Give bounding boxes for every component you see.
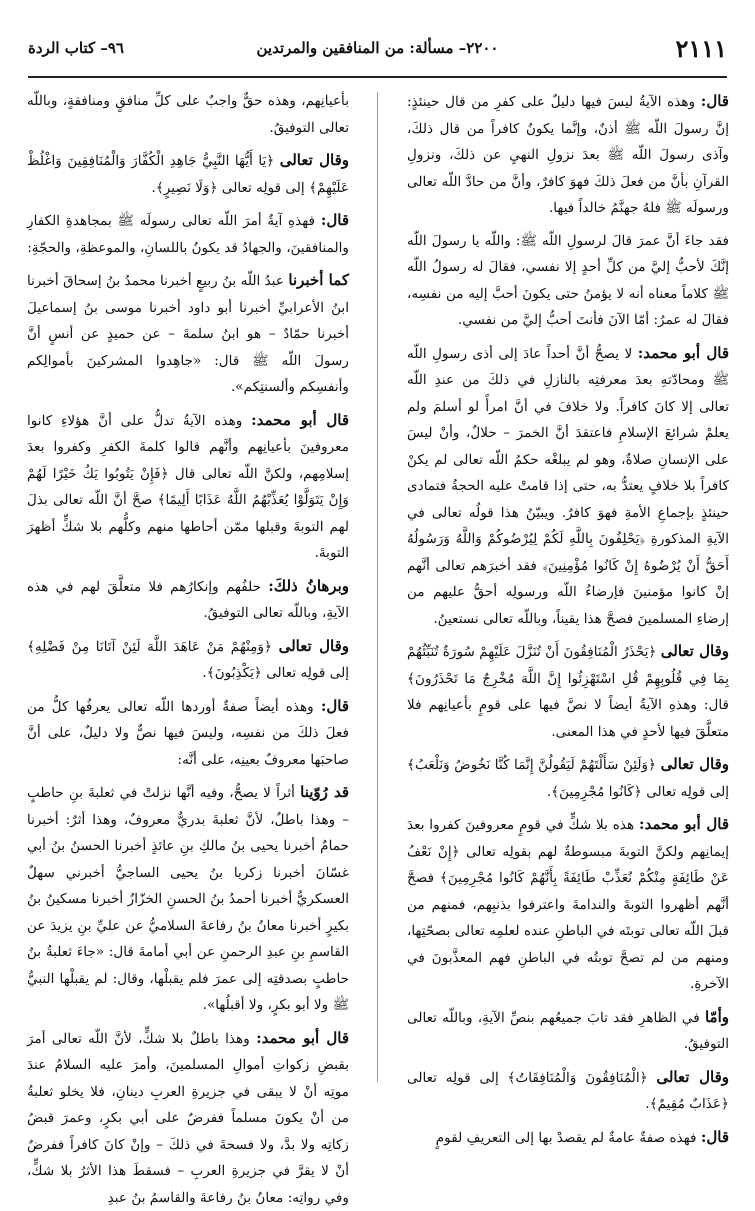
paragraph xyxy=(27,267,349,401)
paragraph-lead: وقال تعالى xyxy=(661,642,729,660)
paragraph-text: حلفُهم وإنكارُهم فلا متعلَّقَ لهم في هذه الآيةِ، وباللّه تعالى التوفيقُ. xyxy=(27,579,349,622)
paragraph xyxy=(27,147,349,201)
paragraph-text: بأعيانِهم، وهذه حقٌّ واجبٌ على كلِّ منافقٍ ومنافقةٍ، وباللّه تعالى التوفيقُ. xyxy=(27,93,349,136)
paragraph-lead: كما أخبرنا xyxy=(288,271,349,289)
paragraph-lead: قد رُوّينا xyxy=(300,783,349,801)
right-column xyxy=(407,88,729,1088)
paragraph-text: وهذه الآيةُ تدلُّ على أنَّ هؤلاءِ كانوا معروفينَ بأعيانِهم وأنَّهم قالوا كلمةَ الكفرِ وكفروا بعدَ إسلامِهم، ولكنَّ اللّه تعالى قال ﴿فَإِنْ يَتُوبُوا يَكُ خَيْرًا لَهُمْ وَإِنْ يَتَوَلَّوْا يُعَذِّبْهُمُ اللَّهُ عَذَابًا أَلِيمًا﴾ صحَّ أنَّ اللّه تعالى بذلَ لهم التوبةَ وقبلها ممّن أحاطها منهم وكلُّهم بلا شكٍّ أظهرَ التوبةَ. xyxy=(27,413,349,562)
paragraph-lead: وقال تعالى xyxy=(661,755,729,773)
paragraph-lead: وقال تعالى xyxy=(656,1068,729,1086)
paragraph-text: وهذا باطلٌ بلا شكٍّ، لأنَّ اللّه تعالى أمرَ بقبضِ زكواتِ أموالِ المسلمينَ، وأمرَ عليه السلامُ عندَ موتِه أنْ لا يبقى في جزيرةِ العربِ دينانِ، فلا يخلو ثعلبةُ من أنْ يكونَ مسلماً ففرضٌ على أبي بكرٍ، وعمرَ قبضُ زكاتِه ولا بدَّ، ولا فسحةَ في ذلكَ – وإنْ كانَ كافراً ففرضٌ أنْ لا يقرَّ في جزيرةِ العربِ – فسقطَ هذا الأثرُ بلا شكٍّ، وفي رواتِه: معانُ بنُ رفاعةَ والقاسمُ بنُ عبدِ xyxy=(27,1031,349,1206)
paragraph xyxy=(27,779,349,1019)
paragraph xyxy=(407,88,729,222)
paragraph-lead: قال: xyxy=(701,1128,729,1146)
paragraph-lead: وبرهانُ ذلكَ: xyxy=(268,577,349,595)
paragraph-text: ﴿وَلَئِنْ سَأَلْتَهُمْ لَيَقُولُنَّ إِنَّمَا كُنَّا نَخُوضُ وَنَلْعَبُ﴾ إلى قولِه تعالى ﴿كَانُوا مُجْرِمِينَ﴾. xyxy=(407,757,729,800)
paragraph-lead: وقال تعالى xyxy=(279,637,349,655)
paragraph-text: ﴿وَمِنْهُمْ مَنْ عَاهَدَ اللَّهَ لَئِنْ آتَانَا مِنْ فَضْلِهِ﴾ إلى قولِه تعالى ﴿يَكْذِبُونَ﴾. xyxy=(27,639,349,682)
paragraph xyxy=(27,207,349,261)
paragraph xyxy=(27,693,349,774)
paragraph-lead: قال: xyxy=(321,697,349,715)
paragraph-text: فهذهِ آيةٌ أمرَ اللّه تعالى رسولَه ﷺ بمجاهدةِ الكفارِ والمنافقينَ، والجهادُ قد يكونُ باللسانِ، والموعظةِ، والحجّةِ: xyxy=(27,213,349,256)
paragraph xyxy=(407,1064,729,1118)
running-title: ٢٢٠٠– مسألة: من المنافقين والمرتدين xyxy=(28,39,727,57)
paragraph-text: ﴿يَحْذَرُ الْمُنَافِقُونَ أَنْ تُنَزَّلَ عَلَيْهِمْ سُورَةٌ تُنَبِّئُهُمْ بِمَا فِي قُلُوبِهِمْ قُلِ اسْتَهْزِئُوا إِنَّ اللَّهَ مُخْرِجٌ مَا تَحْذَرُونَ﴾ قال: وهذهِ الآيةُ أيضاً لا نصَّ فيها على قومٍ بأعيانِهم فلا متعلَّقَ فيها لأحدٍ في هذا المعنى. xyxy=(407,644,729,740)
paragraph-lead: وأمّا xyxy=(705,1008,729,1026)
paragraph-text: ﴿الْمُنَافِقُونَ وَالْمُنَافِقَاتُ﴾ إلى قولِه تعالى ﴿عَذَابٌ مُقِيمٌ﴾. xyxy=(407,1070,729,1113)
paragraph-lead: قال أبو محمد: xyxy=(251,411,349,429)
paragraph xyxy=(407,1004,729,1058)
paragraph-lead: قال: xyxy=(321,211,349,229)
paragraph xyxy=(27,573,349,627)
paragraph xyxy=(27,1025,349,1211)
paragraph-lead: وقال تعالى xyxy=(280,151,349,169)
paragraph-lead: قال أبو محمد: xyxy=(638,344,729,362)
paragraph-lead: قال أبو محمد: xyxy=(639,815,729,833)
page-header xyxy=(28,30,727,78)
paragraph xyxy=(407,751,729,805)
paragraph-text: وهذه أيضاً صفةٌ أوردها اللّه تعالى يعرفُها كلُّ من فعلَ ذلكَ من نفسِه، وليسَ فيها نصٌّ ولا دليلٌ، على أنَّ صاحبَها معروفٌ بعينِه، على أنَّه: xyxy=(27,699,349,768)
paragraph xyxy=(407,638,729,745)
paragraph-lead: قال أبو محمد: xyxy=(256,1029,349,1047)
paragraph xyxy=(407,811,729,998)
paragraph-text: هذه بلا شكٍّ في قومٍ معروفينَ كفروا بعدَ إيمانِهم ولكنَّ التوبةَ مبسوطةٌ لهم بقولِه تعالى ﴿إِنْ نَعْفُ عَنْ طَائِفَةٍ مِنْكُمْ نُعَذِّبْ طَائِفَةً بِأَنَّهُمْ كَانُوا مُجْرِمِينَ﴾ فصحَّ أنَّهم أظهروا التوبةَ والندامةَ واعترفوا بذنبِهم، فمنهم من قبلَ اللّه تعالى توبتَه في الباطنِ عنده لعلمِه تعالى بصحّتِها، ومنهم من لم تصحَّ توبتُه في الباطنِ فهم المعذَّبونَ في الآخرةِ. xyxy=(407,817,729,992)
column-separator xyxy=(377,92,378,1082)
paragraph-text: في الظاهرِ فقد تابَ جميعُهم بنصِّ الآيةِ، وباللّه تعالى التوفيقُ. xyxy=(407,1010,729,1053)
left-column xyxy=(27,88,349,1088)
paragraph xyxy=(27,633,349,687)
paragraph-lead: قال: xyxy=(701,92,729,110)
paragraph xyxy=(27,407,349,567)
paragraph xyxy=(27,88,349,141)
paragraph xyxy=(407,340,729,633)
paragraph-text: ﴿يَا أَيُّهَا النَّبِيُّ جَاهِدِ الْكُفَّارَ وَالْمُنَافِقِينَ وَاغْلُظْ عَلَيْهِمْ﴾ إلى قولِه تعالى ﴿وَلَا نَصِيرٍ﴾. xyxy=(27,153,349,196)
paragraph-text: وهذه الآيةُ ليسَ فيها دليلٌ على كفرِ من قال حينئذٍ: إنَّ رسولَ اللّه ﷺ أذنٌ، وإنَّما يكونُ كافراً من قال ذلكَ، وآذى رسولَ اللّه ﷺ بعدَ نزولِ النهيِ عن ذلكَ، ونزولِ القرآنِ بأنَّ من فعلَ ذلكَ فهوَ كافرٌ، وأنَّ من حادَّ اللّه تعالى ورسولَه ﷺ فلهُ جهنَّمُ خالداً فيها. xyxy=(407,94,729,216)
paragraph-text: فهذه صفةٌ عامةٌ لم يقصدْ بها إلى التعريفِ لقومٍ xyxy=(436,1130,697,1146)
paragraph-text: لا يصحُّ أنَّ أحداً عادَ إلى أذى رسولِ اللّه ﷺ ومحادّتهِ بعدَ معرفتِه بالنازلِ في ذلكَ من عندِ اللّه تعالى إلا كانَ كافراً. ولا خلافَ في أنَّ امرأً لو أسلمَ ولم يعلمْ شرائعَ الإسلامِ فاعتقدَ أنَّ الخمرَ – حلالٌ، وأنْ ليسَ على الإنسانِ صلاةٌ، وهو لم يبلغْه حكمُ اللّه تعالى لم يكنْ كافراً بلا خلافٍ يعتدُّ به، حتى إذا قامتْ عليه الحجةُ فتمادى حينئذٍ بإجماعِ الأمةِ فهوَ كافرٌ. ويبيّنُ هذا قولُه تعالى في الآيةِ المذكورةِ ﴿يَحْلِفُونَ بِاللَّهِ لَكُمْ لِيُرْضُوكُمْ وَاللَّهُ وَرَسُولُهُ أَحَقُّ أَنْ يُرْضُوهُ إِنْ كَانُوا مُؤْمِنِينَ﴾ فقد أخبرَهم تعالى أنَّهم إنْ كانوا مؤمنينَ فإرضاءُ اللّه ورسولِه أحقُّ عليهم من إرضاءِ المسلمينَ فصحَّ هذا يقيناً، وباللّه تعالى نستعينُ. xyxy=(407,346,729,627)
paragraph-text: عبدُ اللّه بنُ ربيعٍ أخبرنا محمدُ بنُ إسحاقَ أخبرنا ابنُ الأعرابيِّ أخبرنا أبو داود أخبرنا موسى بنُ إسماعيلَ أخبرنا حمّادٌ – هو ابنُ سلمةَ – عن حميدٍ عن أنسٍ أنَّ رسولَ اللّه ﷺ قال: «جاهِدوا المشركينَ بأموالِكم وأنفسِكم وألسنتِكم». xyxy=(27,273,349,395)
paragraph-text: أثراً لا يصحُّ، وفيه أنَّها نزلتْ في ثعلبةَ بنِ حاطبٍ – وهذا باطلٌ، لأنَّ ثعلبةَ بدريٌّ معروفٌ، وهذا أثرٌ: أخبرنا حمامٌ أخبرنا يحيى بنُ مالكِ بنِ عائذٍ أخبرنا الحسنُ بنُ أبي غسّانَ أخبرنا زكريا بنُ يحيى الساجيُّ أخبرني سهلٌ العسكريُّ أخبرنا أحمدُ بنُ الحسنِ الخزّازُ أخبرنا مسكينُ بنُ بكيرٍ أخبرنا معانُ بنُ رفاعةَ السلاميُّ عن عليِّ بنِ يزيدَ عن القاسمِ بنِ عبدِ الرحمنِ عن أبي أمامةَ قال: «جاءَ ثعلبةُ بنُ حاطبٍ بصدقتِه إلى عمرَ فلم يقبلْها، وقال: لم يقبلْها النبيُّ ﷺ ولا أبو بكرٍ، ولا أقبلُها». xyxy=(27,785,349,1013)
paragraph xyxy=(407,1124,729,1152)
paragraph xyxy=(407,228,729,334)
book-title: ٩٦– كتاب الردة xyxy=(28,39,124,57)
paragraph-text: فقد جاءَ أنَّ عمرَ قالَ لرسولِ اللّه ﷺ: واللّه يا رسولَ اللّه إنَّكَ لأحبُّ إليَّ من كلِّ أحدٍ إلا نفسي، فقالَ له رسولُ اللّه ﷺ كلاماً معناه أنه لا يؤمنُ حتى يكونَ أحبَّ إليه من نفسِه، فقالَ له عمرُ: أمّا الآنَ فأنتَ أحبُّ إليَّ من نفسي. xyxy=(407,233,729,329)
page-number: ٢١١١ xyxy=(675,34,727,63)
